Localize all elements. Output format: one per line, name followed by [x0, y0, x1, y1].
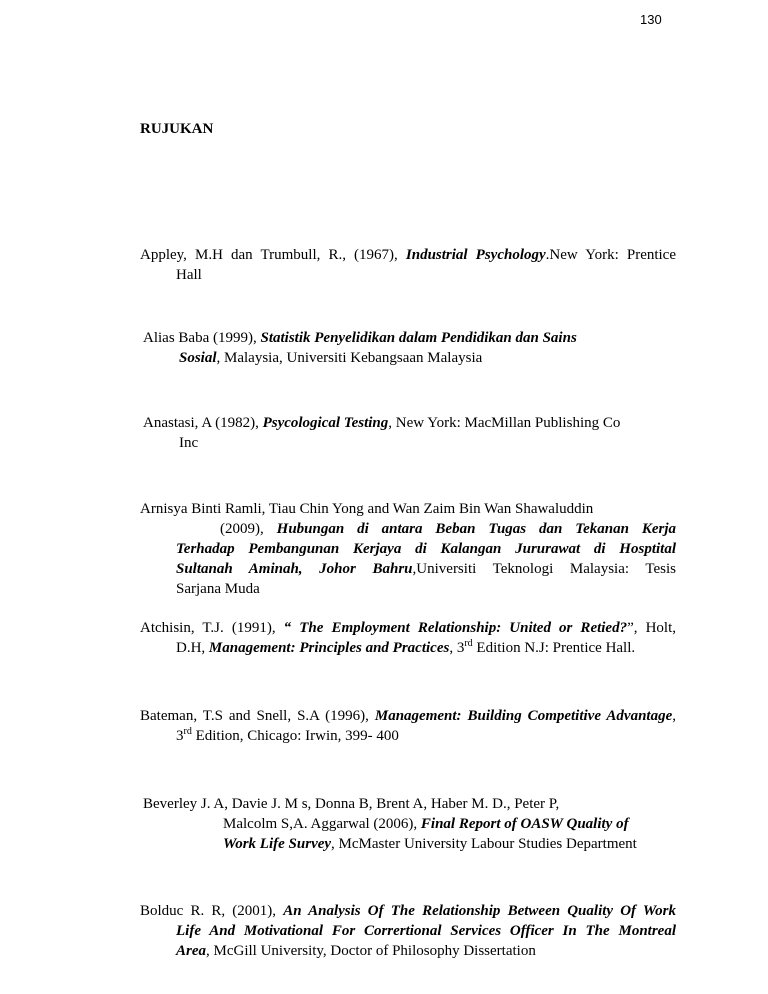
reference-line: Malcolm S,A. Aggarwal (2006), Final Report of OASW Quality of	[223, 816, 629, 832]
reference-line: Alias Baba (1999), Statistik Penyelidikan dalam Pendidikan dan Sains	[143, 330, 577, 346]
reference-entry	[140, 245, 676, 285]
reference-entry	[143, 794, 679, 854]
reference-line: (2009), Hubungan di antara Beban Tugas dan Tekanan Kerja	[220, 521, 676, 537]
reference-line: Bolduc R. R, (2001), An Analysis Of The Relationship Between Quality Of Work	[140, 903, 676, 919]
reference-line: Beverley J. A, Davie J. M s, Donna B, Brent A, Haber M. D., Peter P,	[143, 796, 560, 812]
reference-line: Terhadap Pembangunan Kerjaya di Kalangan Jururawat di Hosptital	[176, 541, 676, 557]
reference-entry	[140, 901, 676, 961]
reference-line: Work Life Survey, McMaster University Labour Studies Department	[223, 836, 637, 852]
reference-line: Inc	[179, 435, 199, 451]
reference-line: Atchisin, T.J. (1991), “ The Employment Relationship: United or Retied?”, Holt,	[140, 620, 676, 636]
reference-line: D.H, Management: Principles and Practices, 3rd Edition N.J: Prentice Hall.	[176, 638, 636, 656]
reference-line: Anastasi, A (1982), Psycological Testing, New York: MacMillan Publishing Co	[143, 415, 621, 431]
reference-entry	[140, 618, 676, 658]
reference-line: Arnisya Binti Ramli, Tiau Chin Yong and Wan Zaim Bin Wan Shawaluddin	[140, 501, 594, 517]
reference-line: Area, McGill University, Doctor of Philosophy Dissertation	[176, 943, 536, 959]
reference-line: Appley, M.H dan Trumbull, R., (1967), Industrial Psychology.New York: Prentice	[140, 247, 677, 263]
reference-entry	[143, 413, 679, 453]
reference-entry	[140, 706, 676, 746]
reference-entry	[140, 499, 676, 599]
reference-line: Hall	[176, 267, 202, 283]
reference-line: Life And Motivational For Corrertional Services Officer In The Montreal	[176, 923, 676, 939]
page-number: 130	[640, 12, 662, 27]
reference-line: Bateman, T.S and Snell, S.A (1996), Management: Building Competitive Advantage,	[140, 708, 677, 724]
reference-line: 3rd Edition, Chicago: Irwin, 399- 400	[176, 726, 399, 744]
reference-line: Sosial, Malaysia, Universiti Kebangsaan Malaysia	[179, 350, 483, 366]
reference-entry	[143, 328, 679, 368]
reference-line: Sarjana Muda	[176, 581, 260, 597]
reference-line: Sultanah Aminah, Johor Bahru,Universiti Teknologi Malaysia: Tesis	[176, 561, 676, 577]
section-heading: RUJUKAN	[140, 121, 214, 137]
